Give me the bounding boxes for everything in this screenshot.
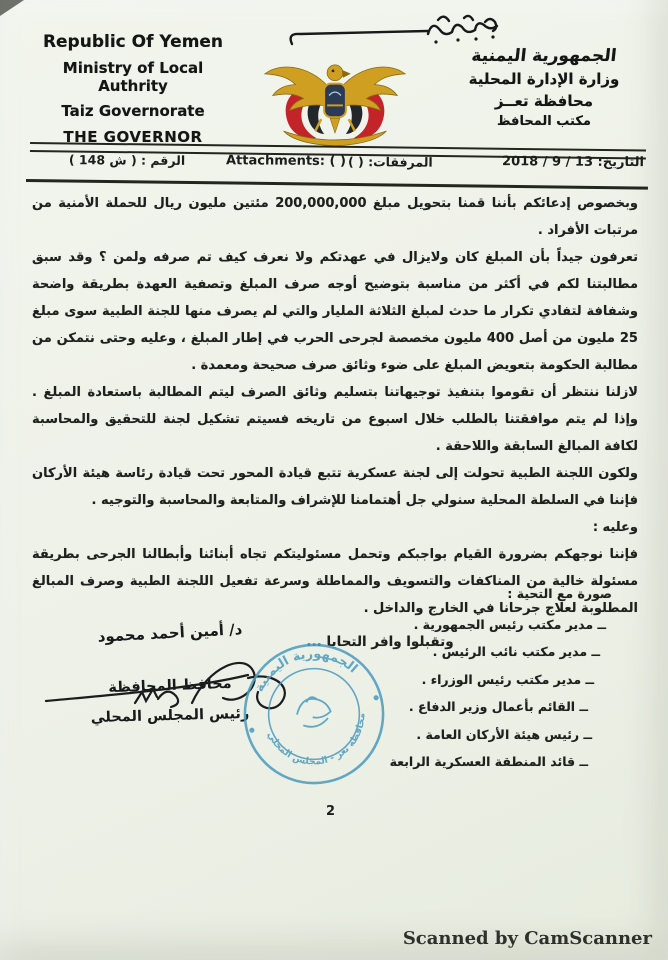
cc-item: ــ مدير مكتب نائب الرئيس . [432,644,600,659]
body-paragraph: فإننا نوجهكم بضرورة القيام بواجبكم وتحمل مسئوليتكم تجاه أبنائنا وأبطالنا الجرحى بطريقة مسئولة خالية من المناكفات والتسويف والمماطلة وسرعة تفعيل اللجنة الطبية وصرف المبالغ المطلوبة لعلاج جرحانا في الخارج والداخل . [32,547,638,616]
yemen-national-emblem-icon [256,46,414,148]
cc-item: ــ مدير مكتب رئيس الوزراء . [421,671,594,687]
ministry-name-ar: وزارة الإدارة المحلية [468,70,620,88]
body-paragraph: لازلنا ننتظر أن تقوموا بتنفيذ توجيهاتنا بتسليم وثائق الصرف ليتم المطالبة باستعادة المبلغ . وإذا لم يتم موافقتنا بالطلب خلال اسبوع من تاريخه فسيتم تشكيل لجنة للتحقيق والمحاسبة لكافة المبالغ السابقة واللاحقة . [32,385,638,454]
scan-corner-smudge [0,0,24,16]
cc-item: ــ قائد المنطقة العسكرية الرابعة [389,754,588,769]
body-paragraph: وعليه : [592,520,638,535]
signer-title-governor: محافظ المحافظة [108,675,232,697]
country-name-en: Republic Of Yemen [42,32,224,52]
cc-item: ــ مدير مكتب رئيس الجمهورية . [413,616,606,632]
reference-row [0,149,668,178]
body-paragraph: ولكون اللجنة الطبية تحولت إلى لجنة عسكرية تتبع قيادة المحور تحت قيادة رئاسة هيئة الأركان فإننا في السلطة المحلية سنولي جل أهتمامنا للإشراف والمتابعة والمحاسبة والتوجيه . [32,466,638,508]
ministry-name-en: Ministry of Local Authrity [62,59,204,95]
cc-item: ــ القائم بأعمال وزير الدفاع . [408,699,588,714]
cc-list [352,580,612,776]
scanner-credit: Scanned by CamScanner [402,928,652,949]
governorate-name-ar: محافظة تعــز [494,92,594,110]
body-paragraph: تعرفون جيداً بأن المبلغ كان ولايزال في عهدتكم ولا نعرف كيف تم صرفه ولمن ؟ وقد سبق مطالبتنا لكم في أكثر من مناسبة بتوضيح أوجه صرف المبلغ وتصفية العهدة بطريقة واضحة وشفافة لتفادي تكرار ما حدث لمبلغ الثلاثة المليار والتي لم يصرف منها للجنة الطبية سوى مبلغ 25 مليون من أصل 400 مليون مخصصة لجرحى الحرب في إطار المبلغ ، وعليه وحتى نتمكن من مطالبة الحكومة بتعويض المبلغ على ضوء وثائق صرف صحيحة ومعمدة . [32,250,638,373]
body-paragraph: وبخصوص إدعائكم بأننا قمنا بتحويل مبلغ 200,000,000 مئتين مليون ريال للحملة الأمنية من مرتبات الأفراد . [32,196,638,238]
header-rule-bottom [26,179,648,190]
signer-name: د/ أمين أحمد محمود [97,620,243,646]
letterhead-english [28,32,238,146]
letterhead-arabic [444,46,644,129]
cc-heading: صورة مع التحية : [507,586,612,601]
office-name-ar: مكتب المحافظ [497,114,591,129]
stamp-rim-bottom-text: محافظة تعز - المجلس المحلي [264,712,368,768]
page-number: 2 [326,804,336,819]
governorate-name-en: Taiz Governorate [61,102,205,120]
signer-title-council: رئيس المجلس المحلي [90,705,250,727]
office-name-en: THE GOVERNOR [63,128,203,146]
stamp-rim-top-text: الجمهورية اليمنية [251,646,361,695]
country-name-ar: الجمهورية اليمنية [470,46,618,66]
attachments-label-en: Attachments: ( ) [225,153,347,170]
attachments-label-ar: المرفقات: ( ) [347,154,433,170]
closing-salutation: وتقبلوا وافر التحايا ... [306,634,454,650]
reference-number: الرقم : ( ش 148 ) [68,152,186,168]
official-round-stamp [240,640,388,788]
date-field: التاريخ: 13 / 9 / 2018 [502,154,645,171]
cc-item: ــ رئيس هيئة الأركان العامة . [416,726,592,742]
